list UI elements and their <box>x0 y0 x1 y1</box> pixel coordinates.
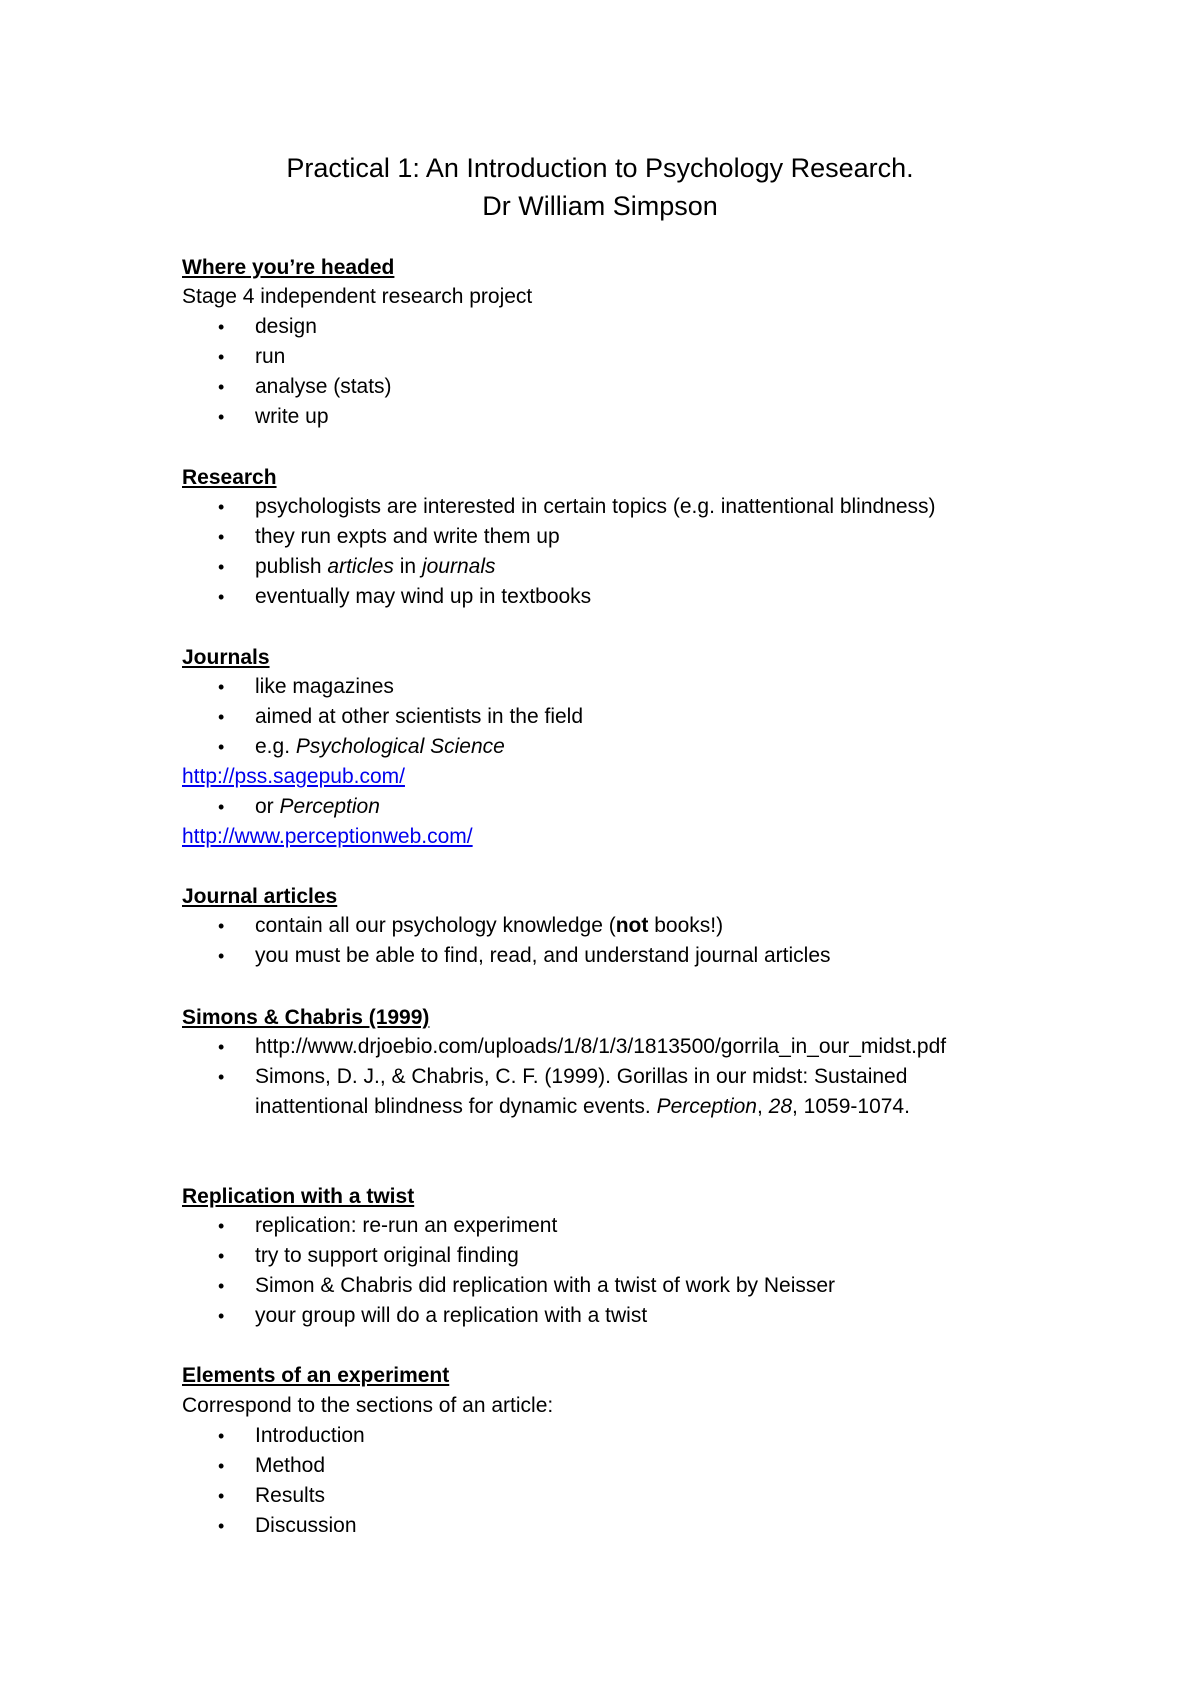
simons-list <box>0 1032 1100 1122</box>
list-item <box>0 1032 1100 1062</box>
bullet-icon: • <box>218 527 225 547</box>
list-item: • publish articles in journals <box>0 552 1100 582</box>
bullet-icon: • <box>218 1486 225 1506</box>
article-reference: Simons, D. J., & Chabris, C. F. (1999). Gorillas in our midst: Sustained inattentional blindness for dynamic events. Perception, 28, 1059-1074. <box>255 1065 910 1118</box>
heading-where-headed: Where you’re headed <box>182 256 395 279</box>
list-item: • Discussion <box>0 1511 1100 1541</box>
list-item: • contain all our psychology knowledge (not books!) <box>0 911 1100 941</box>
bullet-icon: • <box>218 497 225 517</box>
list-item: • replication: re-run an experiment <box>0 1211 1100 1241</box>
list-item: • eventually may wind up in textbooks <box>0 582 1100 612</box>
list-item <box>0 1062 1100 1122</box>
link-pss-sagepub[interactable]: http://pss.sagepub.com/ <box>182 765 405 788</box>
bullet-icon: • <box>218 946 225 966</box>
bullet-icon: • <box>218 916 225 936</box>
list-item: • you must be able to find, read, and understand journal articles <box>0 941 1100 971</box>
article-url: http://www.drjoebio.com/uploads/1/8/1/3/1813500/gorrila_in_our_midst.pdf <box>255 1035 947 1058</box>
list-item: • they run expts and write them up <box>0 522 1100 552</box>
bullet-icon: • <box>218 1246 225 1266</box>
list-item: • aimed at other scientists in the field <box>0 702 1100 732</box>
articles-list <box>0 911 1100 971</box>
heading-journals: Journals <box>182 646 270 669</box>
heading-research: Research <box>182 466 277 489</box>
bullet-icon: • <box>218 1426 225 1446</box>
headed-intro: Stage 4 independent research project <box>182 285 533 308</box>
bullet-icon: • <box>218 1216 225 1236</box>
list-item: • Introduction <box>0 1421 1100 1451</box>
heading-simons-chabris: Simons & Chabris (1999) <box>182 1006 430 1029</box>
bullet-icon: • <box>218 1516 225 1536</box>
list-item: • e.g. Psychological Science <box>0 732 1100 762</box>
list-item: • Simon & Chabris did replication with a twist of work by Neisser <box>0 1271 1100 1301</box>
list-item: • Results <box>0 1481 1100 1511</box>
bullet-icon: • <box>218 1067 225 1087</box>
bullet-icon: • <box>218 707 225 727</box>
headed-list <box>0 312 1100 432</box>
document-title: Practical 1: An Introduction to Psychology Research. <box>286 153 914 183</box>
bullet-icon: • <box>218 407 225 427</box>
document-author: Dr William Simpson <box>482 191 718 221</box>
heading-replication: Replication with a twist <box>182 1185 415 1208</box>
list-item: • your group will do a replication with a twist <box>0 1301 1100 1331</box>
heading-journal-articles: Journal articles <box>182 885 338 908</box>
bullet-icon: • <box>218 317 225 337</box>
list-item: • analyse (stats) <box>0 372 1100 402</box>
bullet-icon: • <box>218 587 225 607</box>
bullet-icon: • <box>218 377 225 397</box>
heading-elements: Elements of an experiment <box>182 1364 450 1387</box>
bullet-icon: • <box>218 1456 225 1476</box>
list-item: • try to support original finding <box>0 1241 1100 1271</box>
bullet-icon: • <box>218 677 225 697</box>
bullet-icon: • <box>218 1306 225 1326</box>
list-item: • write up <box>0 402 1100 432</box>
list-item: • design <box>0 312 1100 342</box>
elements-intro: Correspond to the sections of an article: <box>182 1394 554 1417</box>
replication-list <box>0 1211 1100 1331</box>
list-item: • like magazines <box>0 672 1100 702</box>
bullet-icon: • <box>218 557 225 577</box>
list-item: • run <box>0 342 1100 372</box>
bullet-icon: • <box>218 1037 225 1057</box>
elements-list <box>0 1421 1100 1541</box>
journals-list-2 <box>0 792 1100 822</box>
link-perceptionweb[interactable]: http://www.perceptionweb.com/ <box>182 825 473 848</box>
bullet-icon: • <box>218 347 225 367</box>
list-item: • psychologists are interested in certain topics (e.g. inattentional blindness) <box>0 492 1100 522</box>
bullet-icon: • <box>218 1276 225 1296</box>
bullet-icon: • <box>218 797 225 817</box>
list-item: • or Perception <box>0 792 1100 822</box>
list-item: • Method <box>0 1451 1100 1481</box>
journals-list <box>0 672 1100 762</box>
bullet-icon: • <box>218 737 225 757</box>
research-list <box>0 492 1100 612</box>
